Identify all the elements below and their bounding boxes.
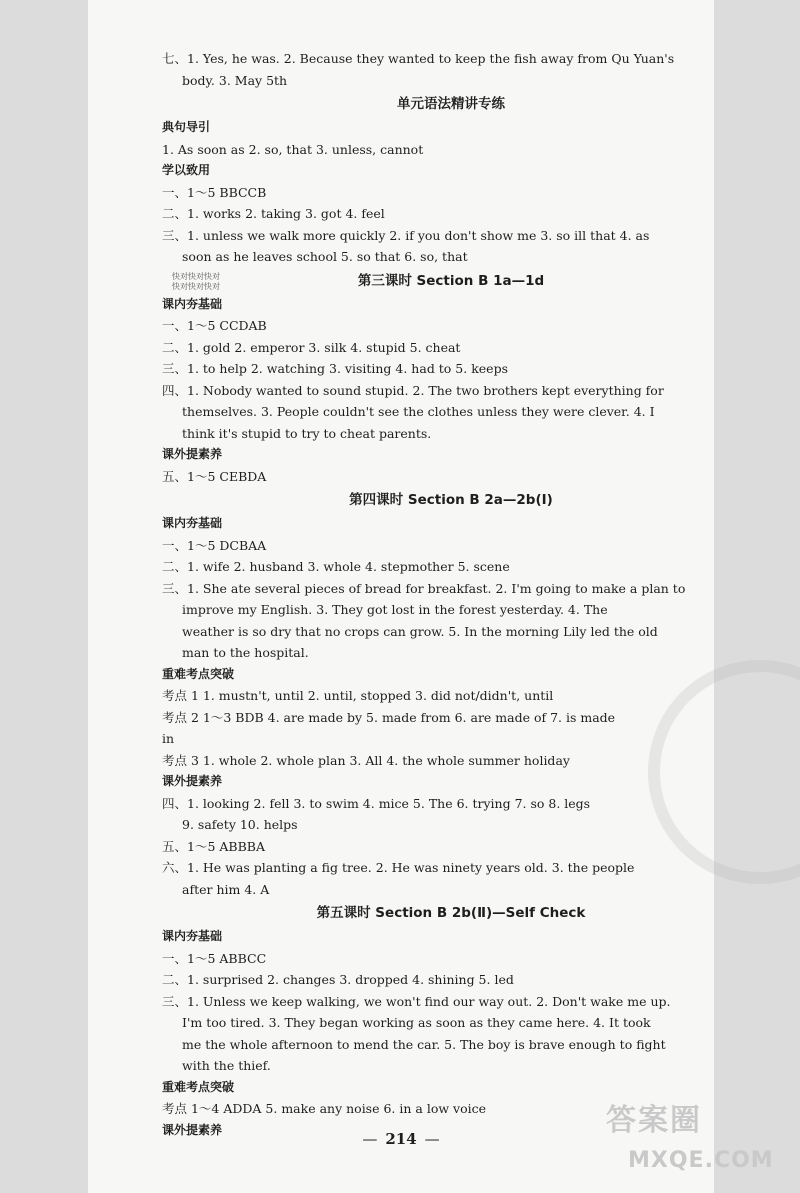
page-number-value: 214 [385,1130,417,1148]
answer-line: 五、1～5 CEBDA [162,468,267,484]
answer-line: 二、1. gold 2. emperor 3. silk 4. stupid 5. cheat [162,339,461,355]
answer-line: after him 4. A [182,881,270,897]
stamp-line: 快对快对快对 [172,272,220,281]
watermark-logo: 答案圈 [606,1103,702,1138]
answer-line: 一、1～5 DCBAA [162,537,267,553]
answer-line: 二、1. works 2. taking 3. got 4. feel [162,206,385,221]
document-page [88,0,774,1193]
answer-line: man to the hospital. [182,645,309,660]
stamp-line: 快对快对快对 [172,282,220,291]
section-heading: 课外提素养 [162,1122,223,1137]
answer-line: 一、1～5 BBCCB [162,184,267,200]
section-heading: 课内夯基础 [162,516,223,530]
answer-line: 六、1. He was planting a fig tree. 2. He was ninety years old. 3. the people [162,860,635,875]
section-heading: 课外提素养 [162,774,223,788]
answer-line: 考点 1～4 ADDA 5. make any noise 6. in a low voice [162,1101,486,1116]
answer-line: 一、1～5 CCDAB [162,318,267,333]
answer-line: I'm too tired. 3. They began working as soon as they came here. 4. It took [182,1015,651,1030]
answer-line: 四、1. Nobody wanted to sound stupid. 2. The two brothers kept everything for [162,382,664,398]
answer-line: 一、1～5 ABBCC [162,950,267,966]
answer-line: 二、1. wife 2. husband 3. whole 4. stepmother 5. scene [162,559,510,574]
section-heading: 典句导引 [162,120,211,134]
answer-line: 考点 1 1. mustn't, until 2. until, stopped 3. did not/didn't, until [162,688,554,703]
answer-line: in [162,731,175,746]
answer-line: 9. safety 10. helps [182,817,298,832]
answer-line: 七、1. Yes, he was. 2. Because they wanted to keep the fish away from Qu Yuan's [162,51,675,66]
answer-line: 二、1. surprised 2. changes 3. dropped 4. shining 5. led [162,972,514,987]
answer-line: 三、1. to help 2. watching 3. visiting 4. had to 5. keeps [162,361,508,376]
answer-line: weather is so dry that no crops can grow. 5. In the morning Lily led the old [182,623,658,639]
answer-content [162,48,740,1141]
lesson-title: 第三课时 Section B 1a—1d [357,272,545,289]
lesson-title: 单元语法精讲专练 [397,96,505,112]
answer-line: body. 3. May 5th [182,72,288,88]
page-number-dash: — [362,1130,378,1148]
answer-line: 四、1. looking 2. fell 3. to swim 4. mice 5. The 6. trying 7. so 8. legs [162,795,591,811]
lesson-title: 第四课时 Section B 2a—2b(Ⅰ) [349,492,553,508]
answer-line: 1. As soon as 2. so, that 3. unless, cannot [162,141,424,157]
answer-line: 三、1. She ate several pieces of bread for breakfast. 2. I'm going to make a plan to [162,580,686,596]
answer-line: 考点 3 1. whole 2. whole plan 3. All 4. the whole summer holiday [162,752,570,768]
answer-line: think it's stupid to try to cheat parents. [182,425,432,441]
stamp-text [172,272,220,292]
answer-line: 考点 2 1～3 BDB 4. are made by 5. made from 6. are made of 7. is made [162,709,616,725]
answer-line: me the whole afternoon to mend the car. 5. The boy is brave enough to fight [182,1036,666,1052]
answer-line: with the thief. [182,1058,271,1073]
section-heading: 课外提素养 [162,447,223,461]
section-heading: 学以致用 [162,163,211,177]
watermark-url: MXQE.COM [628,1148,774,1173]
answer-line: 三、1. unless we walk more quickly 2. if you don't show me 3. so ill that 4. as [162,227,650,243]
answer-line: 五、1～5 ABBBA [162,838,265,854]
answer-line: improve my English. 3. They got lost in the forest yesterday. 4. The [182,602,608,617]
page-number-dash: — [424,1130,440,1148]
answer-line: 三、1. Unless we keep walking, we won't find our way out. 2. Don't wake me up. [162,993,671,1009]
section-heading: 重难考点突破 [162,666,235,681]
section-heading: 课内夯基础 [162,296,223,311]
answer-line: soon as he leaves school 5. so that 6. so, that [182,249,468,264]
lesson-title: 第五课时 Section B 2b(Ⅱ)—Self Check [316,905,586,921]
answer-line: themselves. 3. People couldn't see the clothes unless they were clever. 4. I [182,404,655,419]
section-heading: 重难考点突破 [162,1079,235,1094]
section-heading: 课内夯基础 [162,929,223,943]
